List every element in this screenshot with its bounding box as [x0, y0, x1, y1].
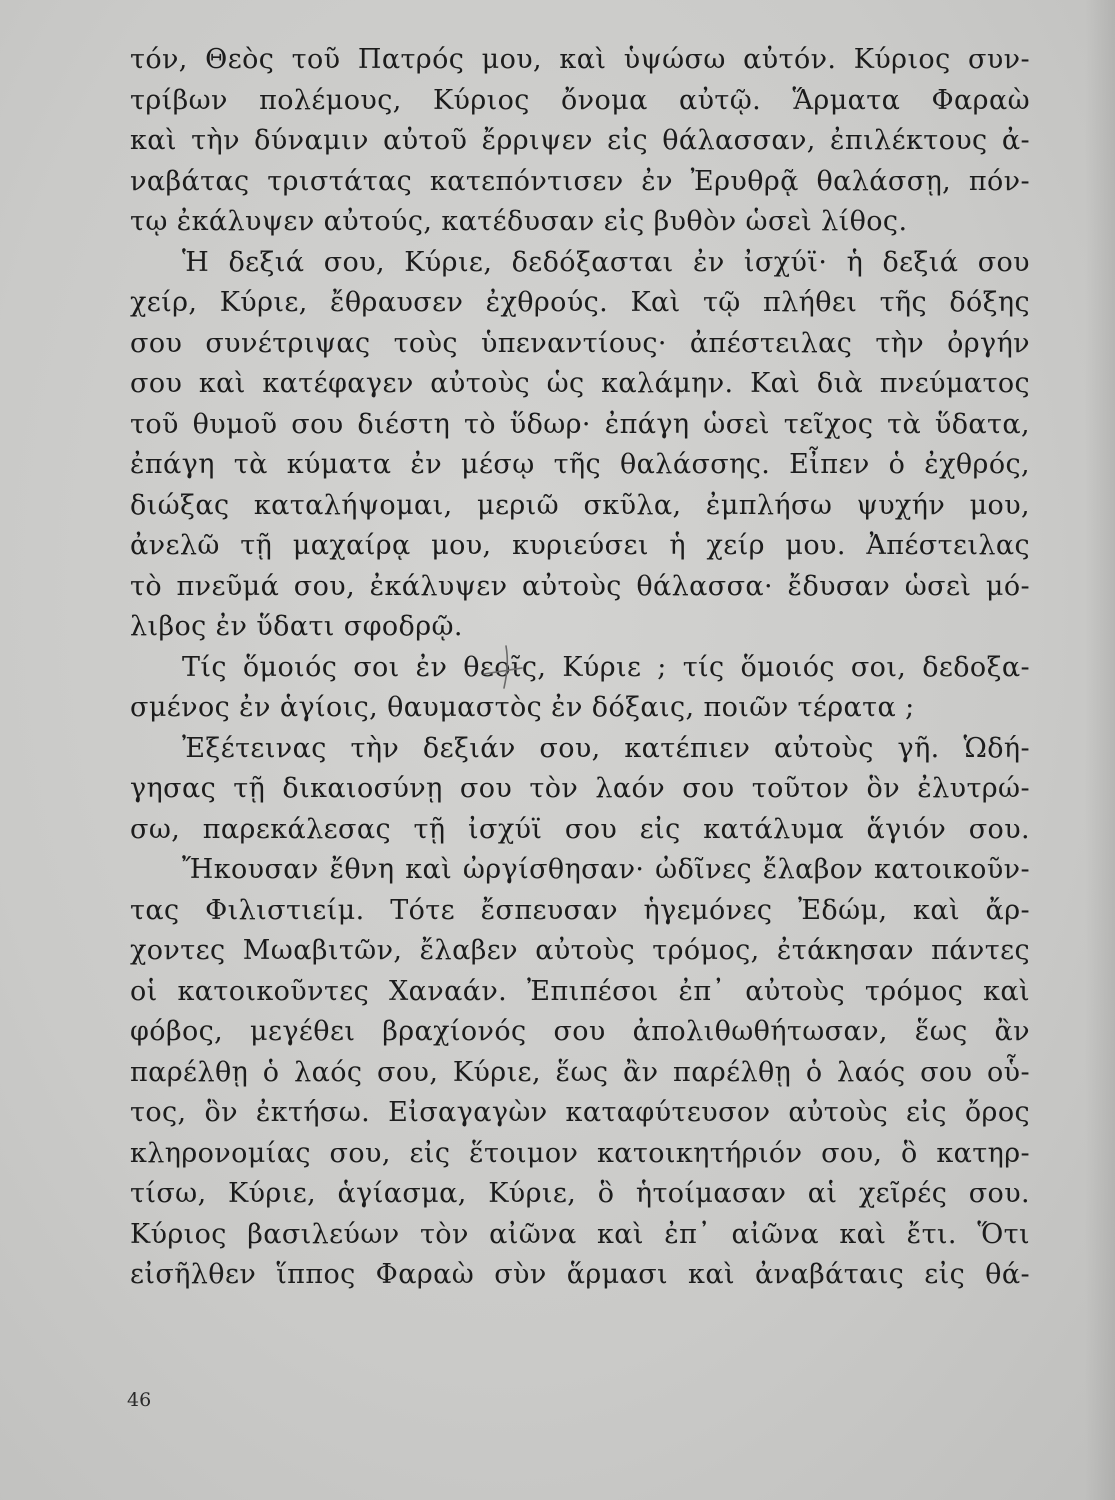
text-line: Ἐξέτεινας τὴν δεξιάν σου, κατέπιεν αὐτοὺς γῆ. Ὡδή-	[182, 732, 1030, 764]
text-line: Ἡ δεξιά σου, Κύριε, δεδόξασται ἐν ἰσχύϊ· ἡ δεξιά σου	[182, 246, 1030, 278]
text-line: τῳ ἐκάλυψεν αὐτούς, κατέδυσαν εἰς βυθὸν ὡσεὶ λίθος.	[130, 206, 908, 237]
text-line: τόν, Θεὸς τοῦ Πατρός μου, καὶ ὑψώσω αὐτόν. Κύριος συν-	[130, 44, 1030, 75]
text-line: Τίς ὅμοιός σοι ἐν θεοῖς, Κύριε ; τίς ὅμοιός σοι, δεδοξα-	[182, 651, 1030, 683]
pencil-cross-mark	[478, 640, 538, 700]
text-line: Κύριος βασιλεύων τὸν αἰῶνα καὶ ἐπ᾿ αἰῶνα καὶ ἔτι. Ὅτι	[130, 1218, 1030, 1250]
text-line: τὸ πνεῦμά σου, ἐκάλυψεν αὐτοὺς θάλασσα· ἔδυσαν ὡσεὶ μό-	[130, 570, 1030, 602]
text-line: τας Φιλιστιείμ. Τότε ἔσπευσαν ἡγεμόνες Ἐδώμ, καὶ ἄρ-	[130, 894, 1030, 926]
text-line: Ἤκουσαν ἔθνη καὶ ὠργίσθησαν· ὠδῖνες ἔλαβον κατοικοῦν-	[182, 854, 1030, 885]
page-number: 46	[127, 1389, 152, 1411]
text-line: τίσω, Κύριε, ἁγίασμα, Κύριε, ὃ ἡτοίμασαν αἱ χεῖρές σου.	[130, 1178, 1030, 1209]
page-edge-shadow	[1085, 0, 1115, 1500]
text-line: φόβος, μεγέθει βραχίονός σου ἀπολιθωθήτωσαν, ἕως ἂν	[130, 1016, 1030, 1047]
text-line: οἱ κατοικοῦντες Χαναάν. Ἐπιπέσοι ἐπ᾿ αὐτοὺς τρόμος καὶ	[130, 975, 1030, 1007]
text-line: τος, ὃν ἐκτήσω. Εἰσαγαγὼν καταφύτευσον αὐτοὺς εἰς ὄρος	[130, 1097, 1030, 1128]
text-line: λιβος ἐν ὕδατι σφοδρῷ.	[130, 611, 463, 642]
body-text	[130, 40, 1030, 1296]
text-line: γησας τῇ δικαιοσύνῃ σου τὸν λαόν σου τοῦτον ὃν ἐλυτρώ-	[130, 773, 1030, 804]
text-line: σω, παρεκάλεσας τῇ ἰσχύϊ σου εἰς κατάλυμα ἅγιόν σου.	[130, 813, 1030, 845]
text-line: κληρονομίας σου, εἰς ἕτοιμον κατοικητήριόν σου, ὃ κατηρ-	[130, 1137, 1030, 1169]
text-line: διώξας καταλήψομαι, μεριῶ σκῦλα, ἐμπλήσω ψυχήν μου,	[130, 489, 1030, 521]
text-line: παρέλθῃ ὁ λαός σου, Κύριε, ἕως ἂν παρέλθῃ ὁ λαός σου οὗ-	[130, 1056, 1030, 1088]
text-line: χείρ, Κύριε, ἔθραυσεν ἐχθρούς. Καὶ τῷ πλήθει τῆς δόξης	[130, 287, 1030, 318]
text-line: ναβάτας τριστάτας κατεπόντισεν ἐν Ἐρυθρᾷ θαλάσσῃ, πόν-	[130, 165, 1030, 197]
text-line: εἰσῆλθεν ἵππος Φαραὼ σὺν ἅρμασι καὶ ἀναβάταις εἰς θά-	[130, 1259, 1030, 1290]
text-line: τοῦ θυμοῦ σου διέστη τὸ ὕδωρ· ἐπάγη ὡσεὶ τεῖχος τὰ ὕδατα,	[130, 408, 1030, 440]
text-line: σου καὶ κατέφαγεν αὐτοὺς ὡς καλάμην. Καὶ διὰ πνεύματος	[130, 368, 1030, 399]
text-line: τρίβων πολέμους, Κύριος ὄνομα αὐτῷ. Ἅρματα Φαραὼ	[130, 84, 1030, 116]
text-line: χοντες Μωαβιτῶν, ἔλαβεν αὐτοὺς τρόμος, ἐτάκησαν πάντες	[130, 935, 1030, 966]
text-line: σου συνέτριψας τοὺς ὑπεναντίους· ἀπέστειλας τὴν ὀργήν	[130, 327, 1030, 359]
text-line: καὶ τὴν δύναμιν αὐτοῦ ἔρριψεν εἰς θάλασσαν, ἐπιλέκτους ἀ-	[130, 125, 1030, 156]
text-line: ἀνελῶ τῇ μαχαίρᾳ μου, κυριεύσει ἡ χείρ μου. Ἀπέστειλας	[130, 530, 1030, 561]
text-line: ἐπάγη τὰ κύματα ἐν μέσῳ τῆς θαλάσσης. Εἶπεν ὁ ἐχθρός,	[130, 449, 1030, 480]
text-line: σμένος ἐν ἁγίοις, θαυμαστὸς ἐν δόξαις, ποιῶν τέρατα ;	[130, 692, 915, 723]
